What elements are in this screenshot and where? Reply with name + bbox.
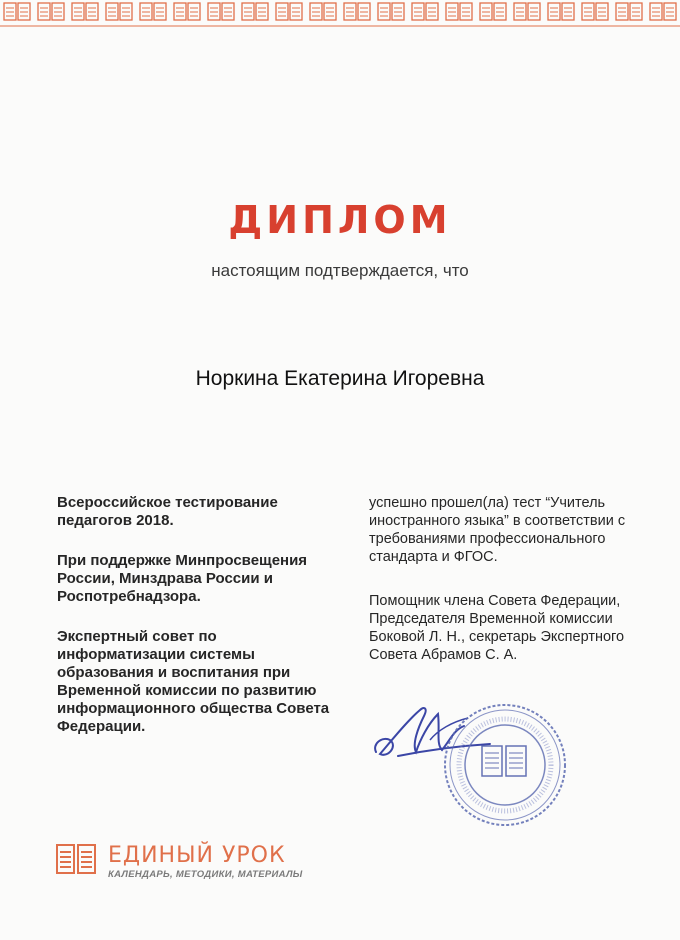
council-info: Экспертный совет по информатизации системы образования и воспитания при Временной комиссии по развитию информационного общества Совета Федерации. [57,628,330,735]
border-book-icon [72,3,98,20]
border-book-icon [650,3,676,20]
border-book-icon [276,3,302,20]
border-book-icon [548,3,574,20]
decorative-border [0,0,680,30]
border-book-icon [242,3,268,20]
border-book-icon [378,3,404,20]
border-book-icon [140,3,166,20]
border-book-icon [344,3,370,20]
border-book-icon [208,3,234,20]
border-book-icon [4,3,30,20]
test-result: успешно прошел(ла) тест “Учитель иностранного языка” в соответствии с требованиями профессионального стандарта и ФГОС. [369,495,626,565]
border-book-icon [106,3,132,20]
border-book-icon [38,3,64,20]
support-info: При поддержке Минпросвещения России, Минздрава России и Роспотребнадзора. [57,552,308,605]
border-book-icon [310,3,336,20]
brand-tagline: КАЛЕНДАРЬ, МЕТОДИКИ, МАТЕРИАЛЫ [108,869,303,880]
border-book-icon [616,3,642,20]
diploma-subtitle: настоящим подтверждается, что [211,261,469,280]
border-book-icon [446,3,472,20]
signatory-info: Помощник члена Совета Федерации, Председателя Временной комиссии Боковой Л. Н., секретарь Экспертного Совета Абрамов С. А. [369,593,625,663]
border-book-icon [480,3,506,20]
diploma-title: ДИПЛОМ [228,198,452,242]
left-column [57,494,347,736]
brand-name: ЕДИНЫЙ УРОК [108,843,286,868]
border-book-icon [514,3,540,20]
recipient-name: Норкина Екатерина Игоревна [195,367,485,390]
seal-icon [440,700,570,830]
right-column [369,494,669,664]
brand-logo [56,843,316,883]
border-book-icon [174,3,200,20]
book-pattern-icon [0,0,680,30]
border-book-icon [582,3,608,20]
border-book-icon [412,3,438,20]
testing-info: Всероссийское тестирование педагогов 2018. [57,494,278,529]
open-book-icon [56,843,96,875]
